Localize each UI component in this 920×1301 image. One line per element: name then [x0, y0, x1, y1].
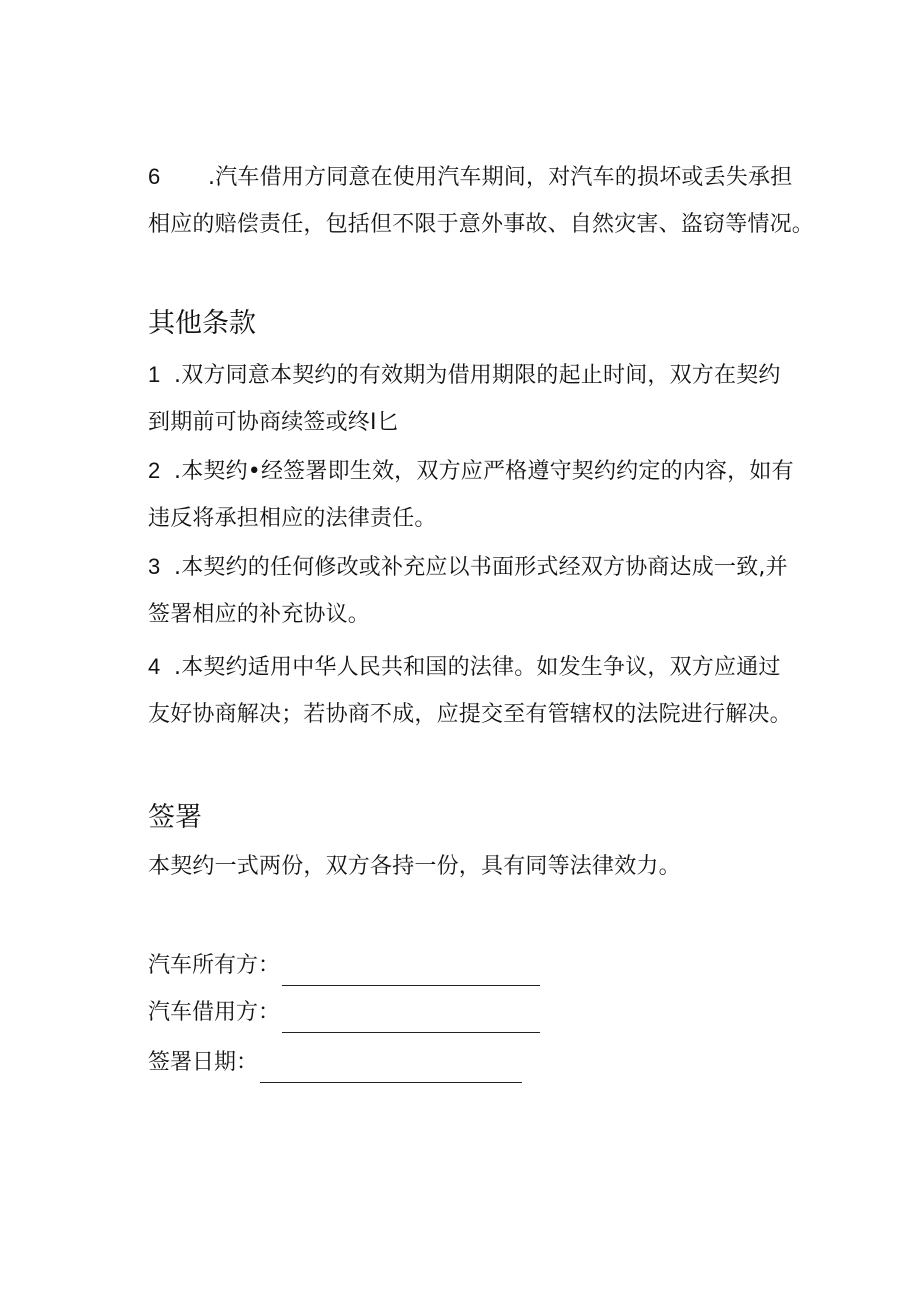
- term-number: 2: [148, 458, 161, 483]
- clause-6-line-1: [148, 153, 828, 201]
- term-4: [148, 643, 828, 738]
- term-3: [148, 543, 828, 638]
- borrower-label: 汽车借用方：: [148, 1000, 281, 1025]
- date-signature-row: [148, 1043, 522, 1083]
- term-1-line-2: 到期前可协商续签或终I匕: [148, 410, 399, 435]
- term-2-line-1: [148, 447, 828, 495]
- term-3-line-2: 签署相应的补充协议。: [148, 602, 371, 627]
- clause-number: 6: [148, 164, 161, 189]
- borrower-signature-field[interactable]: [282, 1002, 540, 1033]
- term-text: .双方同意本契约的有效期为借用期限的起止时间，双方在契约: [174, 363, 781, 388]
- clause-6-line-2: 相应的赔偿责任，包括但不限于意外事故、自然灾害、盗窃等情况。: [148, 212, 815, 237]
- owner-label: 汽车所有方：: [148, 953, 281, 978]
- term-number: 1: [148, 362, 161, 387]
- term-number: 3: [148, 554, 161, 579]
- term-text: .本契约•经签署即生效，双方应严格遵守契约约定的内容，如有: [174, 459, 794, 484]
- term-number: 4: [148, 654, 161, 679]
- other-terms-heading: 其他条款: [148, 308, 256, 339]
- term-3-line-1: [148, 543, 828, 591]
- term-1-line-1: [148, 351, 828, 399]
- owner-signature-row: [148, 946, 540, 986]
- term-text: .本契约的任何修改或补充应以书面形式经双方协商达成一致,并: [174, 555, 788, 580]
- date-label: 签署日期：: [148, 1050, 259, 1075]
- owner-signature-field[interactable]: [282, 955, 540, 986]
- borrower-signature-row: [148, 993, 540, 1033]
- term-text: .本契约适用中华人民共和国的法律。如发生争议，双方应通过: [174, 655, 781, 680]
- date-signature-field[interactable]: [260, 1052, 522, 1083]
- term-2-line-2: 违反将承担相应的法律责任。: [148, 506, 437, 531]
- term-4-line-2: 友好协商解决；若协商不成，应提交至有管辖权的法院进行解决。: [148, 702, 792, 727]
- signing-statement: 本契约一式两份，双方各持一份，具有同等法律效力。: [148, 854, 681, 879]
- clause-6: [148, 153, 828, 248]
- term-2: [148, 447, 828, 542]
- term-1: [148, 351, 828, 446]
- signing-heading: 签署: [148, 802, 202, 833]
- clause-text: .汽车借用方同意在使用汽车期间，对汽车的损坏或丢失承担: [208, 165, 793, 190]
- term-4-line-1: [148, 643, 828, 691]
